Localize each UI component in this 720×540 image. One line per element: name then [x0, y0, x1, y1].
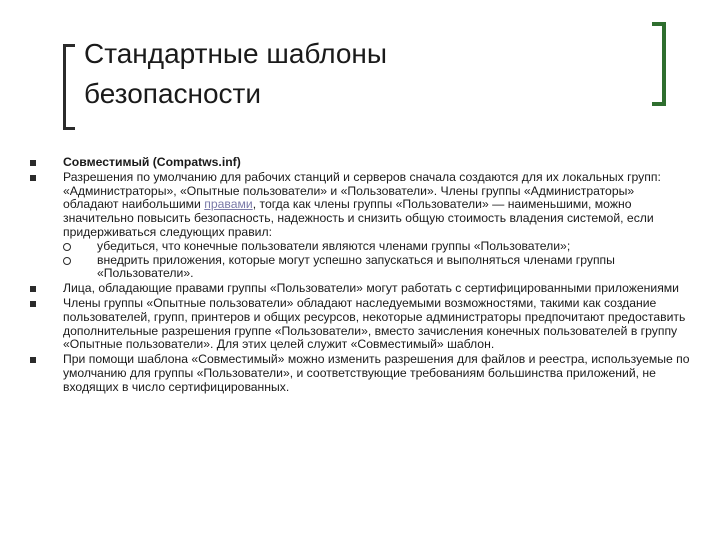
square-bullet-icon: [30, 160, 36, 166]
slide-title: [84, 34, 604, 114]
item-text: Лица, обладающие правами группы «Пользователи» могут работать с сертифицированными приложениями: [63, 281, 679, 296]
left-bracket-decoration: [63, 44, 75, 130]
list-item: [30, 156, 690, 170]
square-bullet-icon: [30, 286, 36, 292]
sub-list-item: [63, 254, 690, 282]
square-bullet-icon: [30, 175, 36, 181]
slide-content: [30, 156, 690, 396]
circle-bullet-icon: [63, 243, 71, 251]
list-item: [30, 297, 690, 352]
square-bullet-icon: [30, 357, 36, 363]
square-bullet-icon: [30, 301, 36, 307]
rights-link[interactable]: правами: [204, 197, 253, 212]
list-item: [30, 353, 690, 394]
item-text: При помощи шаблона «Совместимый» можно изменить разрешения для файлов и реестра, используемые по умолчанию для группы «Пользователи», и соответствующие требованиям большинства приложений, не входящих в число сертифицированных.: [63, 352, 690, 394]
circle-bullet-icon: [63, 257, 71, 265]
right-bracket-decoration: [652, 22, 666, 106]
sub-item-text: убедиться, что конечные пользователи являются членами группы «Пользователи»;: [97, 238, 571, 253]
item-text: Члены группы «Опытные пользователи» обладают наследуемыми возможностями, такими как создание пользователей, групп, принтеров и общих ресурсов, некоторые администраторы предпочитают предоставить дополнительные разрешения группе «Пользователи», вместо зачисления конечных пользователей в группу «Опытные пользователи». Для этих целей служит «Совместимый» шаблон.: [63, 295, 686, 352]
list-item: [30, 282, 690, 296]
item-text: , тогда как члены группы «Пользователи» — наименьшими, можно значительно повысить безопасность, надежность и снизить общую стоимость владения системой, если придерживаться следующих правил:: [63, 197, 654, 239]
slide-title-line2: безопасности: [84, 78, 262, 109]
list-item: [30, 171, 690, 281]
item-text: Разрешения по умолчанию для рабочих станций и серверов сначала создаются для их локальных групп: «Администраторы», «Опытные пользователи» и «Пользователи». Члены группы «Администраторы» обладают наибольшими: [63, 169, 661, 212]
rules-list: [63, 240, 690, 281]
template-name: Совместимый (Compatws.inf): [63, 155, 241, 169]
slide-title-line1: Стандартные шаблоны: [84, 38, 388, 69]
sub-item-text: внедрить приложения, которые могут успешно запускаться и выполняться членами группы «Пользователи».: [97, 252, 615, 281]
sub-list-item: [63, 240, 690, 254]
